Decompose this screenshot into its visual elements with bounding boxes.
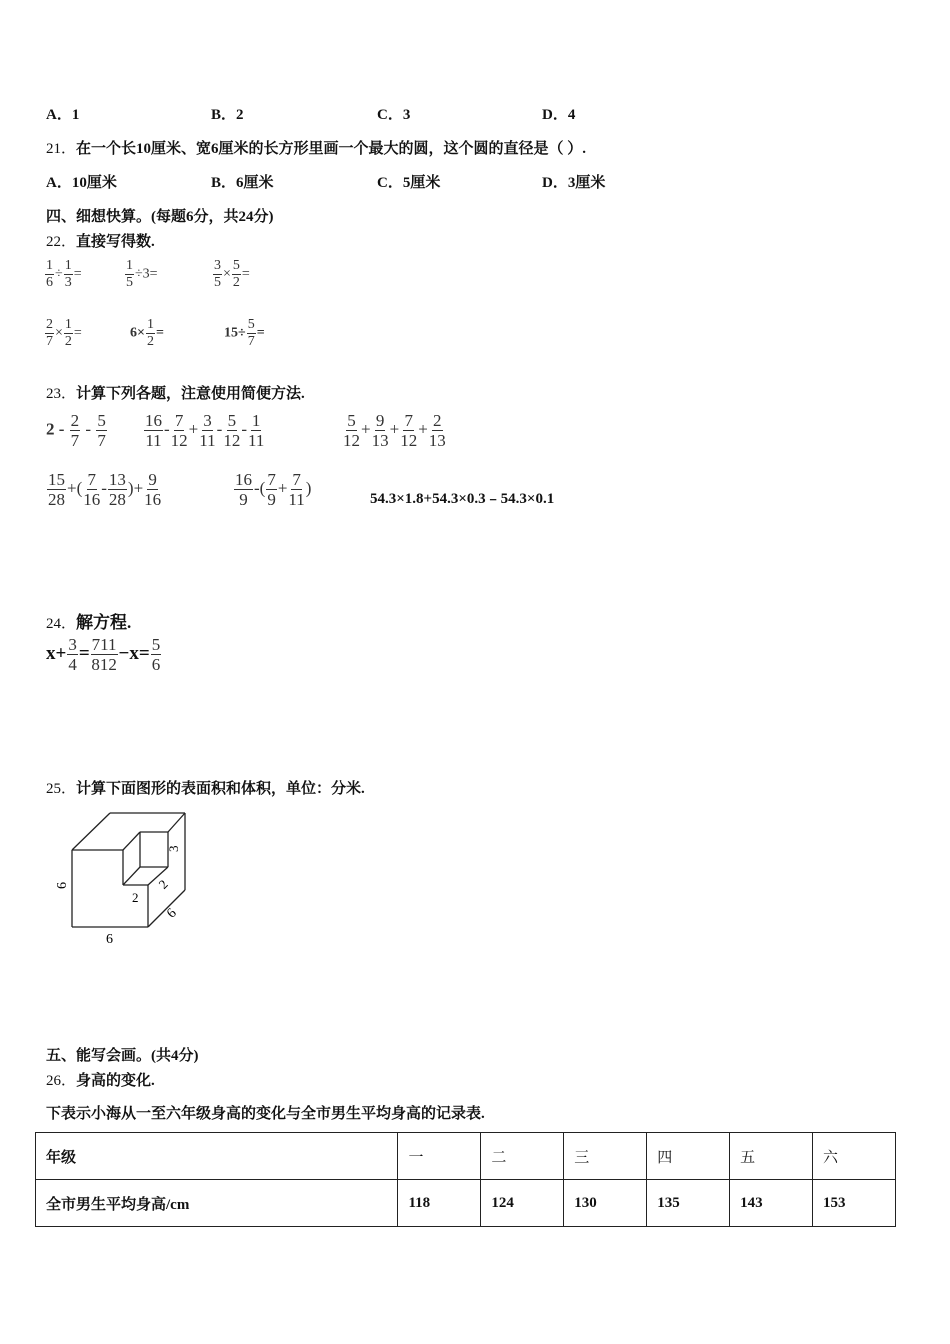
label-depth-6: 6 <box>164 905 180 922</box>
q21-text: 在一个长10厘米、宽6厘米的长方形里画一个最大的圆，这个圆的直径是（ ）. <box>76 141 587 157</box>
q25-number: 25． <box>46 781 77 797</box>
height-table <box>35 1132 896 1227</box>
q23-expr-2: $\frac{16}{11}$ - $\frac{7}{12}$ + $\frac{3}{11}$ - $\frac{5}{12}$ - $\frac{1}{11}$ <box>145 411 265 450</box>
q24-number: 24． <box>46 616 77 632</box>
table-cell: 153 <box>813 1180 896 1227</box>
label-notch-height-3: 3 <box>166 845 181 852</box>
table-cell: 124 <box>481 1180 564 1227</box>
top-left-depth <box>72 813 110 850</box>
q22-expr-1: $\frac{1}{6}$ ÷ $\frac{1}{3}$ = <box>46 258 82 290</box>
notch-floor-left <box>123 867 140 885</box>
q21-question <box>46 137 586 158</box>
table-row <box>36 1133 896 1180</box>
label-notch-width-2: 2 <box>132 890 139 905</box>
table-cell: 全市男生平均身高/cm <box>36 1180 398 1227</box>
q25-text: 计算下面图形的表面积和体积，单位：分米. <box>76 781 365 797</box>
q25-question <box>46 777 365 798</box>
table-header-cell: 三 <box>564 1133 647 1180</box>
q22-text: 直接写得数. <box>76 234 155 250</box>
table-cell: 130 <box>564 1180 647 1227</box>
label-left-6: 6 <box>55 882 70 889</box>
q21-option-c: C．5厘米 <box>377 175 441 191</box>
table-header-cell: 年级 <box>36 1133 398 1180</box>
q22-expr-5: 6× $\frac{1}{2}$ = <box>130 317 164 349</box>
q24-question <box>46 608 131 633</box>
table-header-cell: 二 <box>481 1133 564 1180</box>
q26-intro: 下表示小海从一至六年级身高的变化与全市男生平均身高的记录表. <box>46 1106 485 1122</box>
label-bottom-6: 6 <box>106 932 113 947</box>
q22-expr-3: $\frac{3}{5}$ × $\frac{5}{2}$ = <box>214 258 250 290</box>
q22-expr-4: $\frac{2}{7}$ × $\frac{1}{2}$ = <box>46 317 82 349</box>
q23-expr-1: 2 - $\frac{2}{7}$ - $\frac{5}{7}$ <box>46 411 106 450</box>
q22-expr-6: 15÷ $\frac{5}{7}$ = <box>224 317 265 349</box>
table-cell: 118 <box>398 1180 481 1227</box>
q20-option-c: C．3 <box>377 107 411 123</box>
table-row <box>36 1180 896 1227</box>
q22-expr-2: $\frac{1}{5}$ ÷3= <box>126 258 158 290</box>
section-4-heading: 四、细想快算。(每题6分，共24分) <box>46 209 274 225</box>
section-5-heading: 五、能写会画。(共4分) <box>46 1048 199 1064</box>
q24-equation: x+ $\frac{3}{4}$ = $\frac{711}{812}$ −x= $\frac{5}{6}$ <box>46 635 161 674</box>
table-header-cell: 一 <box>398 1133 481 1180</box>
label-notch-depth-2: 2 <box>155 876 171 892</box>
q20-option-a: A．1 <box>46 107 80 123</box>
q22-number: 22． <box>46 234 77 250</box>
q23-expr-6: 54.3×1.8+54.3×0.3﹣54.3×0.1 <box>370 491 555 507</box>
q22-question <box>46 230 155 251</box>
q23-expr-3: $\frac{5}{12}$ + $\frac{9}{13}$ + $\frac{7}{12}$ + $\frac{2}{13}$ <box>343 411 446 450</box>
q26-text: 身高的变化. <box>76 1073 155 1089</box>
q23-expr-4: $\frac{15}{28}$ +( $\frac{7}{16}$ - $\frac{13}{28}$ )+ $\frac{9}{16}$ <box>48 470 162 509</box>
q25-solid-figure <box>40 805 200 950</box>
q20-option-b: B．2 <box>211 107 244 123</box>
notch-top-right <box>168 813 185 832</box>
q21-number: 21． <box>46 141 77 157</box>
q23-text: 计算下列各题，注意使用简便方法. <box>76 386 305 402</box>
q21-option-b: B．6厘米 <box>211 175 274 191</box>
table-cell: 135 <box>647 1180 730 1227</box>
q26-number: 26． <box>46 1073 77 1089</box>
q23-number: 23． <box>46 386 77 402</box>
table-header-cell: 五 <box>730 1133 813 1180</box>
table-header-cell: 六 <box>813 1133 896 1180</box>
table-header-cell: 四 <box>647 1133 730 1180</box>
q21-option-d: D．3厘米 <box>542 175 606 191</box>
q21-option-a: A．10厘米 <box>46 175 117 191</box>
q26-question <box>46 1069 155 1090</box>
table-cell: 143 <box>730 1180 813 1227</box>
q23-expr-5: $\frac{16}{9}$ -( $\frac{7}{9}$ + $\frac{7}{11}$ ) <box>235 470 312 509</box>
q23-question <box>46 382 305 403</box>
q24-text: 解方程. <box>76 613 132 632</box>
q20-option-d: D．4 <box>542 107 576 123</box>
notch-top-left <box>123 832 140 850</box>
